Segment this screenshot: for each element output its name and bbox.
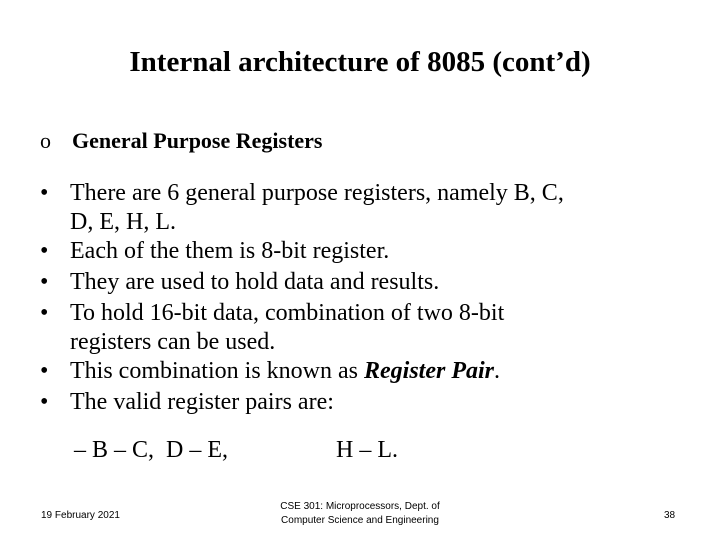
register-pairs-row xyxy=(74,437,398,464)
list-item-suffix: . xyxy=(493,358,500,384)
section-heading xyxy=(40,128,323,154)
bullet-icon: • xyxy=(40,300,49,326)
list-item xyxy=(40,178,680,236)
bullet-icon: • xyxy=(40,389,49,415)
list-item-text-continued: registers can be used. xyxy=(70,329,276,355)
footer-date: 19 February 2021 xyxy=(41,510,120,521)
bullet-icon: • xyxy=(40,180,49,206)
list-item xyxy=(40,236,680,267)
page-number: 38 xyxy=(664,510,676,521)
bullet-list xyxy=(40,178,680,418)
list-item-text: This combination is known as xyxy=(70,358,364,384)
heading-text: General Purpose Registers xyxy=(72,128,323,153)
bullet-icon: • xyxy=(40,358,49,384)
bullet-icon: • xyxy=(40,269,49,295)
list-item-text: Each of the them is 8-bit register. xyxy=(70,238,390,264)
pair-bc: B – C, xyxy=(92,437,155,463)
list-item-text: They are used to hold data and results. xyxy=(70,269,440,295)
sub-bullet-dash: – xyxy=(74,437,86,463)
list-item-text-continued: D, E, H, L. xyxy=(70,209,176,235)
list-item xyxy=(40,267,680,298)
slide-title: Internal architecture of 8085 (cont’d) xyxy=(129,46,591,78)
footer-course-line1: CSE 301: Microprocessors, Dept. of xyxy=(280,501,440,512)
heading-marker: o xyxy=(40,128,51,153)
pair-de: D – E, xyxy=(166,437,229,463)
pair-hl: H – L. xyxy=(336,437,399,463)
list-item-text: There are 6 general purpose registers, namely B, C, xyxy=(70,180,564,206)
bullet-icon: • xyxy=(40,238,49,264)
list-item-text: To hold 16-bit data, combination of two 8-bit xyxy=(70,300,505,326)
list-item-text: The valid register pairs are: xyxy=(70,389,334,415)
register-pair-emphasis: Register Pair xyxy=(363,358,494,384)
list-item xyxy=(40,298,680,356)
list-item xyxy=(40,387,680,418)
list-item xyxy=(40,356,680,387)
footer-course-line2: Computer Science and Engineering xyxy=(281,515,439,526)
footer-course xyxy=(240,500,480,528)
